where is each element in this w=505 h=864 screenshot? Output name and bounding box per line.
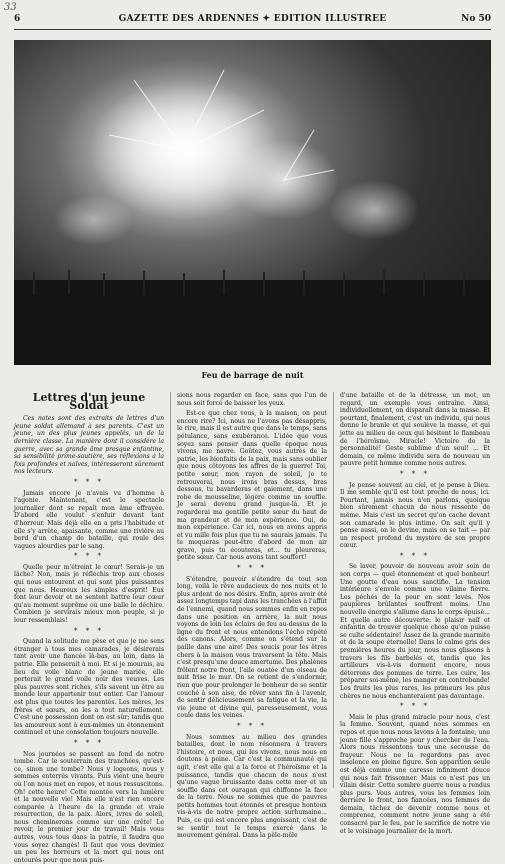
section-divider-stars: * * *	[237, 564, 267, 573]
dark-foreground	[14, 280, 491, 365]
column-divider	[333, 392, 334, 788]
paragraph: Jamais encore je n'avais vu d'homme à l'agonie. Maintenant, c'est le spectacle journalier dont se repaît mon âme effrayée. D'abord elle voulut s'enfuir devant tant d'horreur. Mais déjà elle en a pris l'habitude et elle s'y arrête, apaisante, comme une rivière au bord d'un champ de bataille, qui roule des vagues alourdies par le sang.	[14, 489, 164, 550]
section-divider-stars: * * *	[74, 626, 104, 635]
explosion-burst	[329, 180, 419, 240]
paragraph: Quand la solitude me pèse et que je me sens étranger à tous mes camarades, je désirerais tant avoir une fiancée là-bas, au loin, dans la patrie. Elle penserait à moi. Et si je mourais, au lieu du voile blanc de jeune mariée, elle porterait le grand voile noir des veuves. Les plus pauvres sont riches, s'ils savent un être au monde leur appartenir tout entier. Car l'amour est plus que toutes les parentés. Les mères, les frères et sœurs, on les a tout naturellement. C'est une possession dont on est sûr; tandis que les amoureux sont à eux-mêmes un étonnement continuel et une consolation toujours nouvelle.	[14, 638, 164, 737]
column-divider	[170, 392, 171, 788]
section-divider-stars: * * *	[74, 738, 104, 747]
paragraph: Se laver, pouvoir de nouveau avoir soin de son corps — quel étonnement et quel bonheur! Une goutte d'eau nous sanctifie. La tension intérieure s'envole comme une vilaine fièvre. Les péchés de la peur en sont lavés. Nos paupières brûlantes souffrent moins. Une nouvelle énergie s'allume dans le corps épuisé... Et quelle autre découverte: le plaisir naïf et enfantin de trouver quelque chose qu'on puisse se culte sédentaire! Assez de la grande marmite et de la soupe éternelle! Dans le calme gris des premières heures du jour, nous nous glissons à travers les fils barbelés et, tandis que les artilleurs vis-à-vis dorment encore, nous déterrons des pommes de terre. Les cuire, les préparer soi-même, les manger en contrebande! Les fruits les plus rares, les primeurs les plus chères ne nous enchanteraient pas davantage.	[340, 563, 490, 700]
section-divider-stars: * * *	[400, 469, 430, 478]
paragraph: Mais le plus grand miracle pour nous, c'est la femme. Souvent, quand nous sommes en repos et que nous nous lavons à la fontaine, une jeune fille s'approche pour y chercher de l'eau. Alors nous ressentons tous une secousse de frayeur. Nous ne la regardons pas avec insolence en pleine figure. Son apparition seule est déjà comme une caresse infiniment douce qui nous fait frissonner. Mais ce n'est pas un vilain désir. Cette sombre guerre nous a rendus plus purs. Vous autres, vous les femmes loin derrière le front, nos fiancées, nos femmes de demain, tâchez de devenir comme nous et comprenez, comment notre jeune sang a été consacré par le feu, par le sacrifice de notre vie et le voisinage journalier de la mort.	[340, 713, 490, 835]
header-rule	[14, 29, 491, 30]
section-divider-stars: * * *	[400, 551, 430, 560]
explosion-burst	[54, 195, 134, 245]
paragraph: Je pense souvent au ciel, et je pense à Dieu. Il me semble qu'il est tout proche de nous, ici. Pourtant, jamais nous n'en parlons, quoique bien sûrement chacun de nous ressente de même. Mais c'est un secret qu'on cache devant son camarade le plus intime. On sait qu'il y pense aussi, on le devine, mais on se tait — par un respect profond du mystère de son propre cœur.	[340, 481, 490, 550]
text-column-1	[14, 391, 164, 864]
masthead-title: GAZETTE DES ARDENNES ✦ EDITION ILLUSTREE	[118, 14, 387, 24]
paragraph: Nous sommes au milieu des grandes batailles, dont le nom résonnera à travers l'histoire, et nous, qui les vivons, nous nous en doutons à peine. Car c'est la communauté qui agit, c'est elle qui a la force et l'héroïsme et la puissance, tandis que chacun de nous n'est qu'une vague bruissante dans cette mer et un souffle dans cet ouragan qui chiffonne la face de la terre. Nous ne sommes que de pauvres petits hommes tout étonnés et presque honteux vis-à-vis de notre propre action surhumaine... Puis, ce qui est encore plus angoissant, c'est de se sentir tout le temps exercé dans le mouvement général. Dans la pêle-mêle	[177, 733, 327, 840]
paragraph: Nos journées se passent au fond de notre tombe. Car le souterrain des tranchées, qu'est-ce, sinon une tombe? Nous y logeons, nous y sommes enterrés vivants. Puis vient une heure où l'on nous met en repos, et nous ressuscitons. Oh! cette heure! Cette montée vers la lumière et la nouvelle vie! Mais elle n'est rien encore comparée à l'heure de la grande et vraie résurrection, de la paix. Alors, ivres de soleil, nous cheminerons comme sur une crête! Le revoir, le premier jour de travail! Mais vous autres, vous tous dans la patrie, il faudra que vous soyez changés! Il faut que vous deviniez un peu les horreurs et la mort qui nous ont entourés pour que nous puis-	[14, 750, 164, 864]
page-header	[14, 14, 491, 28]
paragraph: Quelle peur m'étreint le cœur! Serais-je un lâche? Non, mais je réfléchis trop aux choses qui nous entourent et qui sont plus puissantes que nous. Heureux les simples d'esprit! Eux font leur devoir et ne sentent battre leur cœur qu'au moment suprême où une balle le déchire. Combien je servirais mieux mon peuple, si je leur ressemblais!	[14, 563, 164, 625]
paragraph: S'étendre, pouvoir s'étendre de tout son long, voilà le rêve audacieux de nos nuits et le plus ardent de nos désirs. Enfin, après avoir été assez longtemps tapi dans les tranchées à l'affût de l'ennemi, quand nous sommes enfin en repos dans une position en arrière, la nuit nous voyons de loin les éclairs de feu au-dessus de la ligne du front et nous entendons l'écho répété des canons. Alors, comme on s'étend sur la paille dans une aire! Des soucis pour les êtres chers à la maison vous traversent la tête. Mais c'est presqu'une douce amertume. Des phalènes frôlent notre front, l'aile ouatée d'un oiseau de nuit frise le mur. On se retient de s'endormir, rien que pour prolonger le bonheur de se sentir couché à son aise, de rêver sans fin à l'avenir, de sentir délicieusement sa fatigue et la vie, la vie jeune et divine qui, paresseusement, vous coule dans les veines.	[177, 575, 327, 720]
paragraph: d'une bataille et de la détresse, un mot, un regard, un exemple vous entraîne. Ainsi, individuellement, on disparaît dans la masse. Et pourtant, finalement, c'est un individu, qui nous donne le branle et qui soulève la masse, et qui jette au milieu de ceux qui hésitent le flambeau de l'héroïsme. Miracle! Victoire de la personnalité! Geste sublime d'un seul! ... Et demain, ce même individu sera de nouveau un pauvre petit homme comme nous autres.	[340, 392, 490, 468]
text-column-3	[340, 392, 490, 835]
margin-note: 33	[4, 2, 17, 13]
paragraph: Est-ce que chez vous, à la maison, on peut encore rire? Ici, nous ne l'avons pas désappris, le rire, mais il est autre que dans le temps, sans pétulance, sans exubérance. L'idée que vous soyez sans penser dans quelle époque nous vivons, me navre. Goûtez, vous autres de la patrie, les bienfaits de la paix, mais sans oublier que nous côtoyons les affres de la guerre! Toi, petite sœur, mon rayon de soleil, je te retrouverai, nous irons bras dessus, bras dessous, tu bavarderas et gaiement, dans une robe de mousseline, légère comme un souffle. Je serai devenu grand jusque-là. Et je regarderai ma gentille petite sœur du haut de ma grandeur et de mon expérience. Oui, de mon expérience. Car ici, nous en avons appris et vu mille fois plus que tu ne saurais jamais. Tu te moqueras peut-être d'abord de mon air grave, puis tu écouteras, et... tu pleureras, petite sœur. Car nous avons tant souffert!	[177, 410, 327, 562]
battlefield-barrage-photo	[14, 40, 491, 365]
page-number: 6	[14, 14, 21, 24]
paragraph: sions nous regarder en face, sans que l'un de nous soit forcé de baisser les yeux.	[177, 392, 327, 407]
issue-number: No 50	[461, 14, 491, 24]
text-column-2	[177, 392, 327, 840]
article-title: Lettres d'un jeune Soldat	[32, 391, 146, 412]
section-divider-stars: * * *	[74, 552, 104, 561]
photo-caption: Feu de barrage de nuit	[201, 370, 304, 380]
article-intro: Ces notes sont des extraits de lettres d'un jeune soldat allemand à ses parents. C'est un jeune, un des plus jeunes appelés, un de la dernière classe. La manière dont il considère la guerre, avec sa grande âme presque enfantine, sa sensibilité prime-sautière, ses réflexions à la fois profondes et naïves, intéresseront sûrement nos lecteurs.	[14, 415, 164, 476]
section-divider-stars: * * *	[74, 477, 104, 486]
section-divider-stars: * * *	[237, 721, 267, 730]
photo-illustration	[14, 40, 491, 365]
section-divider-stars: * * *	[400, 702, 430, 711]
